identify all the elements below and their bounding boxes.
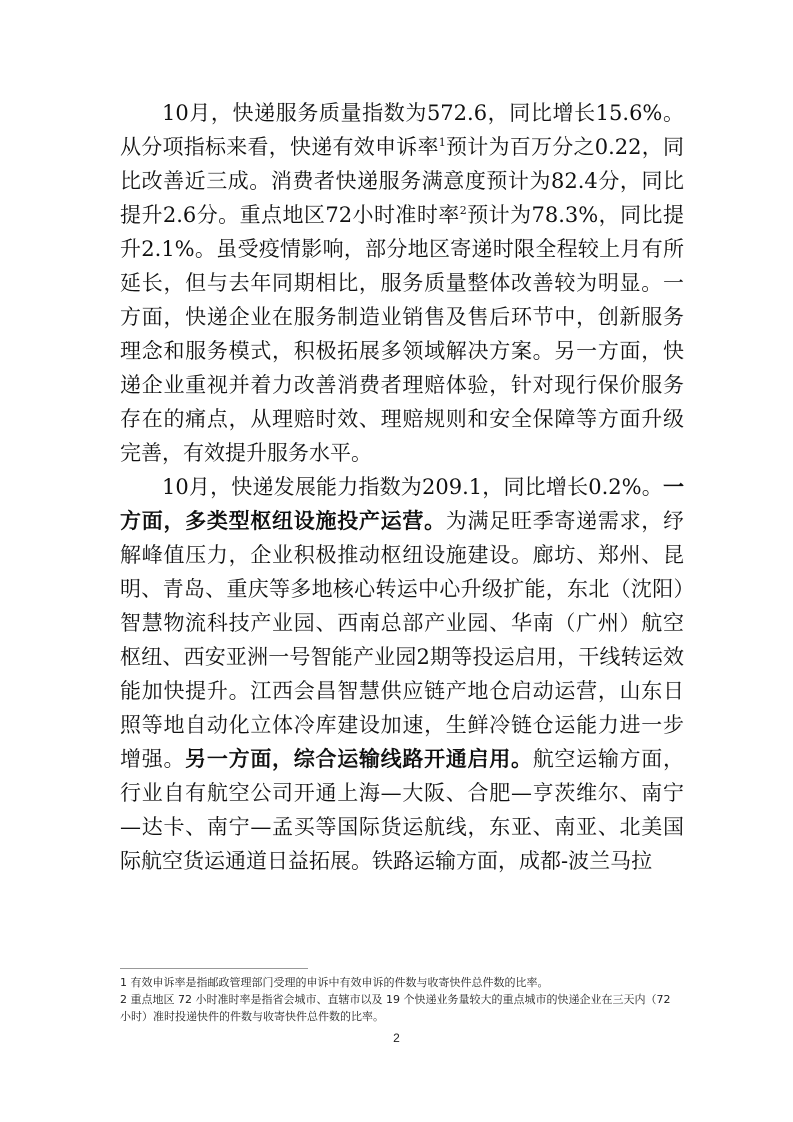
body-text	[120, 96, 684, 878]
text-run: 预计为百万分之0.22，同比改善近三成。消费者快递服务满意度预计为82.4分，同比提升2.6分。重点地区72小时准时率	[120, 135, 685, 227]
footnotes	[120, 974, 684, 1025]
text-run: 航空运输方面，行业自有航空公司开通上海—大阪、合肥—亨茨维尔、南宁—达卡、南宁—孟买等国际货运航线，东亚、南亚、北美国际航空货运通道日益拓展。铁路运输方面，成都-波兰马拉	[120, 747, 685, 873]
footnote-2: 2 重点地区 72 小时准时率是指省会城市、直辖市以及 19 个快递业务量较大的重点城市的快递企业在三天内（72 小时）准时投递快件的件数与收寄快件总件数的比率。	[120, 993, 671, 1023]
bold-heading-transport-routes: 另一方面，综合运输线路开通启用。	[185, 746, 533, 771]
page-number: 2	[393, 1031, 400, 1045]
text-run: 10月，快递发展能力指数为209.1，同比增长0.2%。	[162, 475, 663, 499]
footnote-ref-1[interactable]: 1	[438, 136, 446, 149]
bold-heading-hub-facilities: 一方面，多类型枢纽设施投产运营。	[120, 474, 684, 533]
text-run: 为满足旺季寄递需求，纾解峰值压力，企业积极推动枢纽设施建设。廊坊、郑州、昆明、青岛、重庆等多地核心转运中心升级扩能，东北（沈阳）智慧物流科技产业园、西南总部产业园、华南（广州）航空枢纽、西安亚洲一号智能产业园2期等投运启用，干线转运效能加快提升。江西会昌智慧供应链产地仓启动运营，山东日照等地自动化立体冷库建设加速，生鲜冷链仓运能力进一步增强。	[120, 509, 685, 771]
text-run: 预计为78.3%，同比提升2.1%。虽受疫情影响，部分地区寄递时限全程较上月有所延长，但与去年同期相比，服务质量整体改善较为明显。一方面，快递企业在服务制造业销售及售后环节中，创新服务理念和服务模式，积极拓展多领域解决方案。另一方面，快递企业重视并着力改善消费者理赔体验，针对现行保价服务存在的痛点，从理赔时效、理赔规则和安全保障等方面升级完善，有效提升服务水平。	[120, 203, 684, 465]
paragraph-development-capacity	[120, 470, 684, 878]
footnote-ref-2[interactable]: 2	[459, 204, 467, 217]
text-run: 10月，快递服务质量指数为572.6，同比增长15.6%。从分项指标来看，快递有效申诉率	[120, 101, 684, 159]
footnote-1: 1 有效申诉率是指邮政管理部门受理的申诉中有效申诉的件数与收寄快件总件数的比率。	[120, 976, 549, 989]
paragraph-service-quality	[120, 96, 684, 470]
footnote-divider	[120, 968, 308, 969]
